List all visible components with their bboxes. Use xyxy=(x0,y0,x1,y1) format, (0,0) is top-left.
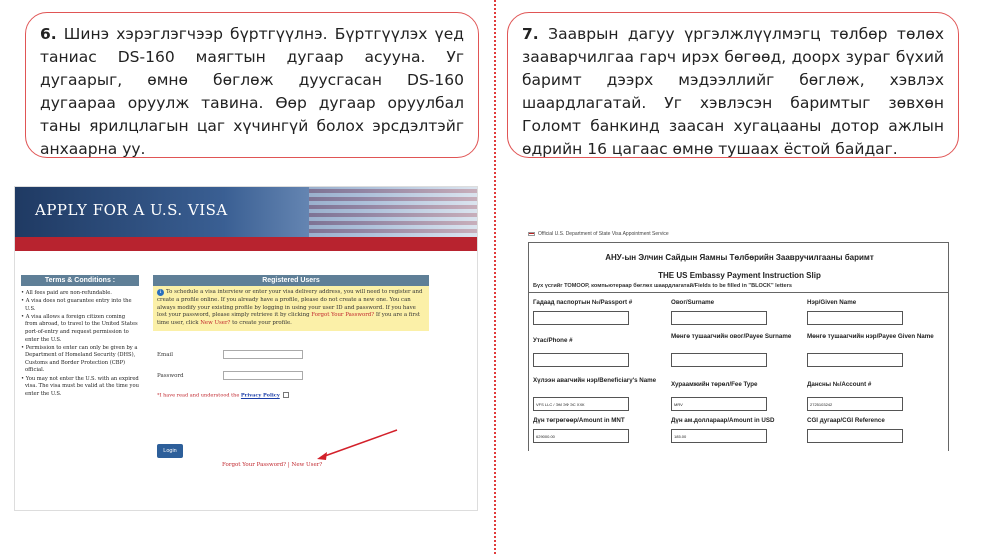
amount-mnt-label: Дүн төгрөгөөр/Amount in MNT xyxy=(533,417,625,424)
link-separator: | xyxy=(287,462,290,468)
step6-callout xyxy=(25,12,479,158)
step6-text: Шинэ хэрэглэгчээр бүртгүүлнэ. Бүртгүүлэх үед таниас DS-160 маягтын дугаар асууна. Уг дугаарыг, өмнө бөглөж дуусгасан DS-160 дугаараа оруулж тавина. Өөр дугаар оруулбал таны ярилцлагын цаг хүчингүй болох эрсдэлтэйг анхаарна уу. xyxy=(40,25,464,158)
info-text: To schedule a visa interview or enter your visa delivery address, you will need to register and create a profile online. If you already have a profile, please do not create a new one. You can always modify your existing profile by logging in using your user ID and password. If you have lost your password, please simply retrieve it by clicking xyxy=(157,289,423,319)
slip-title-en: THE US Embassy Payment Instruction Slip xyxy=(658,271,821,280)
visa-site-title: APPLY FOR A U.S. VISA xyxy=(35,201,228,219)
payee-given-label: Мөнгө тушаагчийн нэр/Payee Given Name xyxy=(807,333,934,340)
account-label: Дансны №/Account # xyxy=(807,381,872,388)
fee-type-label: Хураамжийн төрөл/Fee Type xyxy=(671,381,758,388)
privacy-prefix: *I have read and understood the xyxy=(157,392,240,399)
slip-top-note: Official U.S. Department of State Visa Appointment Service xyxy=(528,231,669,237)
visa-site-screenshot xyxy=(14,186,478,511)
step7-callout xyxy=(507,12,959,158)
red-arrow-annotation xyxy=(15,187,478,511)
info-icon: i xyxy=(157,289,164,296)
terms-item: • A visa allows a foreign citizen coming from abroad, to travel to the United States port-of-entry and request permission to enter the U.S. xyxy=(21,314,139,344)
account-field[interactable]: 2725103242 xyxy=(807,397,903,411)
given-name-label: Нэр/Given Name xyxy=(807,299,857,306)
amount-mnt-field[interactable]: 629000.00 xyxy=(533,429,629,443)
fee-type-field[interactable]: MRV xyxy=(671,397,767,411)
center-divider xyxy=(494,0,496,554)
terms-item: • A visa does not guarantee entry into the U.S. xyxy=(21,298,139,313)
amount-usd-field[interactable]: 185.00 xyxy=(671,429,767,443)
payee-given-field[interactable] xyxy=(807,353,903,367)
step6-number: 6. xyxy=(40,25,57,43)
info-text-2: If you are a first time user, click xyxy=(157,312,420,327)
beneficiary-field[interactable]: VFS LLC / ЭМ ЭФ ЭС ХХК xyxy=(533,397,629,411)
privacy-policy-link[interactable]: Privacy Policy xyxy=(240,392,280,399)
surname-label: Овог/Surname xyxy=(671,299,715,306)
phone-field[interactable] xyxy=(533,353,629,367)
email-label: Email xyxy=(157,352,174,358)
terms-heading: Terms & Conditions : xyxy=(21,275,139,286)
info-text-3: to create your profile. xyxy=(232,320,292,327)
terms-item: • Permission to enter can only be given by a Department of Homeland Security (DHS), Customs and Border Protection (CBP) official. xyxy=(21,345,139,375)
slip-body xyxy=(528,242,949,451)
beneficiary-label: Хүлээн авагчийн нэр/Beneficiary's Name xyxy=(533,377,657,384)
payee-surname-label: Мөнгө тушаагчийн овог/Payee Surname xyxy=(671,333,792,340)
us-flag-icon xyxy=(528,232,535,236)
forgot-password-inline-link[interactable]: Forgot Your Password? xyxy=(311,312,375,319)
phone-label: Утас/Phone # xyxy=(533,337,573,344)
new-user-inline-link[interactable]: New User? xyxy=(200,320,231,327)
cgi-field[interactable] xyxy=(807,429,903,443)
slip-title-mn: АНУ-ын Элчин Сайдын Яамны Төлбөрийн Заавручилгааны баримт xyxy=(605,253,874,262)
amount-usd-label: Дүн ам.доллараар/Amount in USD xyxy=(671,417,775,424)
passport-label: Гадаад паспортын №/Passport # xyxy=(533,299,633,306)
cgi-label: CGI дугаар/CGI Reference xyxy=(807,417,885,424)
slip-subtitle: Бүх үсгийг ТОМООР, компьютераар бөглөх шаардлагатай/Fields to be filled in "BLOCK" letters xyxy=(533,283,792,289)
slip-divider xyxy=(529,292,948,293)
terms-item: • All fees paid are non-refundable. xyxy=(21,290,139,298)
step7-number: 7. xyxy=(522,25,539,43)
payment-slip-screenshot xyxy=(516,229,949,451)
registered-users-heading: Registered Users xyxy=(153,275,429,286)
passport-field[interactable] xyxy=(533,311,629,325)
given-name-field[interactable] xyxy=(807,311,903,325)
terms-item: • You may not enter the U.S. with an expired visa. The visa must be valid at the time you enter the U.S. xyxy=(21,376,139,399)
login-button[interactable]: Login xyxy=(157,444,183,458)
step7-text: Зааврын дагуу үргэлжлүүлмэгц төлбөр төлөх зааварчилгаа гарч ирэх бөгөөд, доорх зураг бүхий баримт дээрх мэдээллийг бөглөж, хэвлэх шаардлагатай. Уг хэвлэсэн баримтыг зөвхөн Голомт банкинд заасан хугацааны дотор ажлын өдрийн 16 цагаас өмнө тушаах ёстой байдаг. xyxy=(522,25,945,158)
payee-surname-field[interactable] xyxy=(671,353,767,367)
new-user-link[interactable]: New User? xyxy=(291,462,323,468)
password-label: Password xyxy=(157,373,184,379)
forgot-password-link[interactable]: Forgot Your Password? xyxy=(222,462,287,468)
surname-field[interactable] xyxy=(671,311,767,325)
